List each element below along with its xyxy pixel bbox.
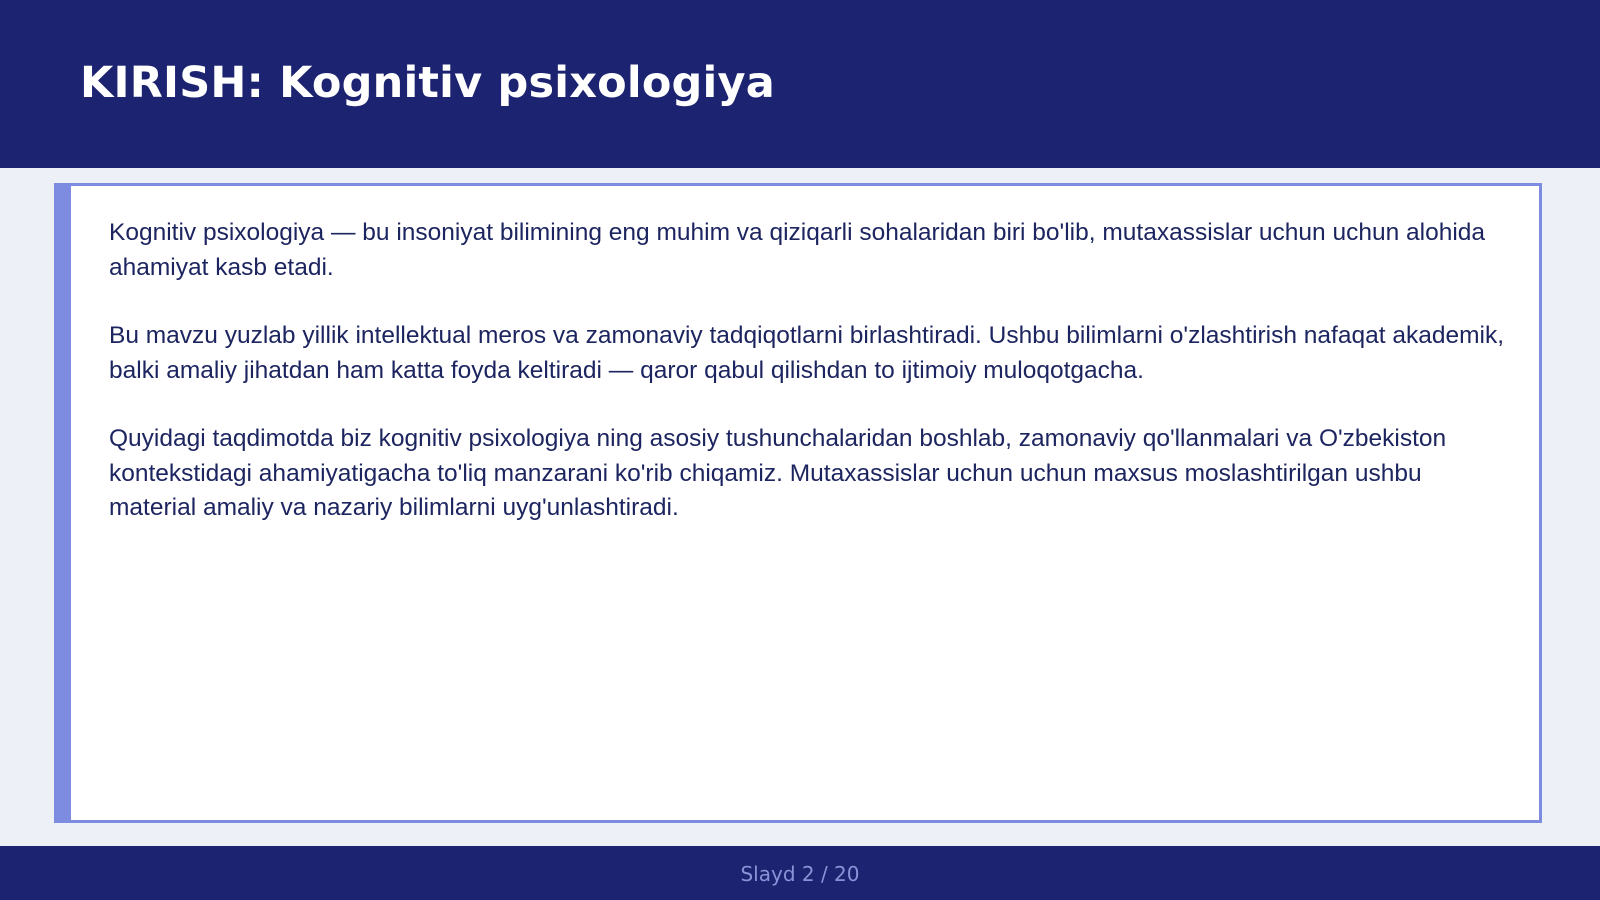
slide-title: KIRISH: Kognitiv psixologiya xyxy=(80,58,775,108)
intro-paragraph-1: Kognitiv psixologiya — bu insoniyat bilimining eng muhim va qiziqarli sohalaridan biri bo'lib, mutaxassislar uchun uchun alohida ahamiyat kasb etadi. xyxy=(109,219,1486,281)
slide-footer xyxy=(0,846,1600,900)
slide-number: Slayd 2 / 20 xyxy=(740,862,860,886)
content-card xyxy=(54,183,1542,823)
intro-paragraph-2: Bu mavzu yuzlab yillik intellektual meros va zamonaviy tadqiqotlarni birlashtiradi. Ushbu bilimlarni o'zlashtirish nafaqat akademik, balki amaliy jihatdan ham katta foyda keltiradi — qaror qabul qilishdan to ijtimoiy muloqotgacha. xyxy=(109,322,1505,384)
slide-header xyxy=(0,0,1600,168)
content-body xyxy=(109,216,1504,560)
intro-paragraph-3: Quyidagi taqdimotda biz kognitiv psixologiya ning asosiy tushunchalaridan boshlab, zamonaviy qo'llanmalari va O'zbekiston kontekstidagi ahamiyatigacha to'liq manzarani ko'rib chiqamiz. Mutaxassislar uchun uchun maxsus moslashtirilgan ushbu material amaliy va nazariy bilimlarni uyg'unlashtiradi. xyxy=(109,425,1447,521)
